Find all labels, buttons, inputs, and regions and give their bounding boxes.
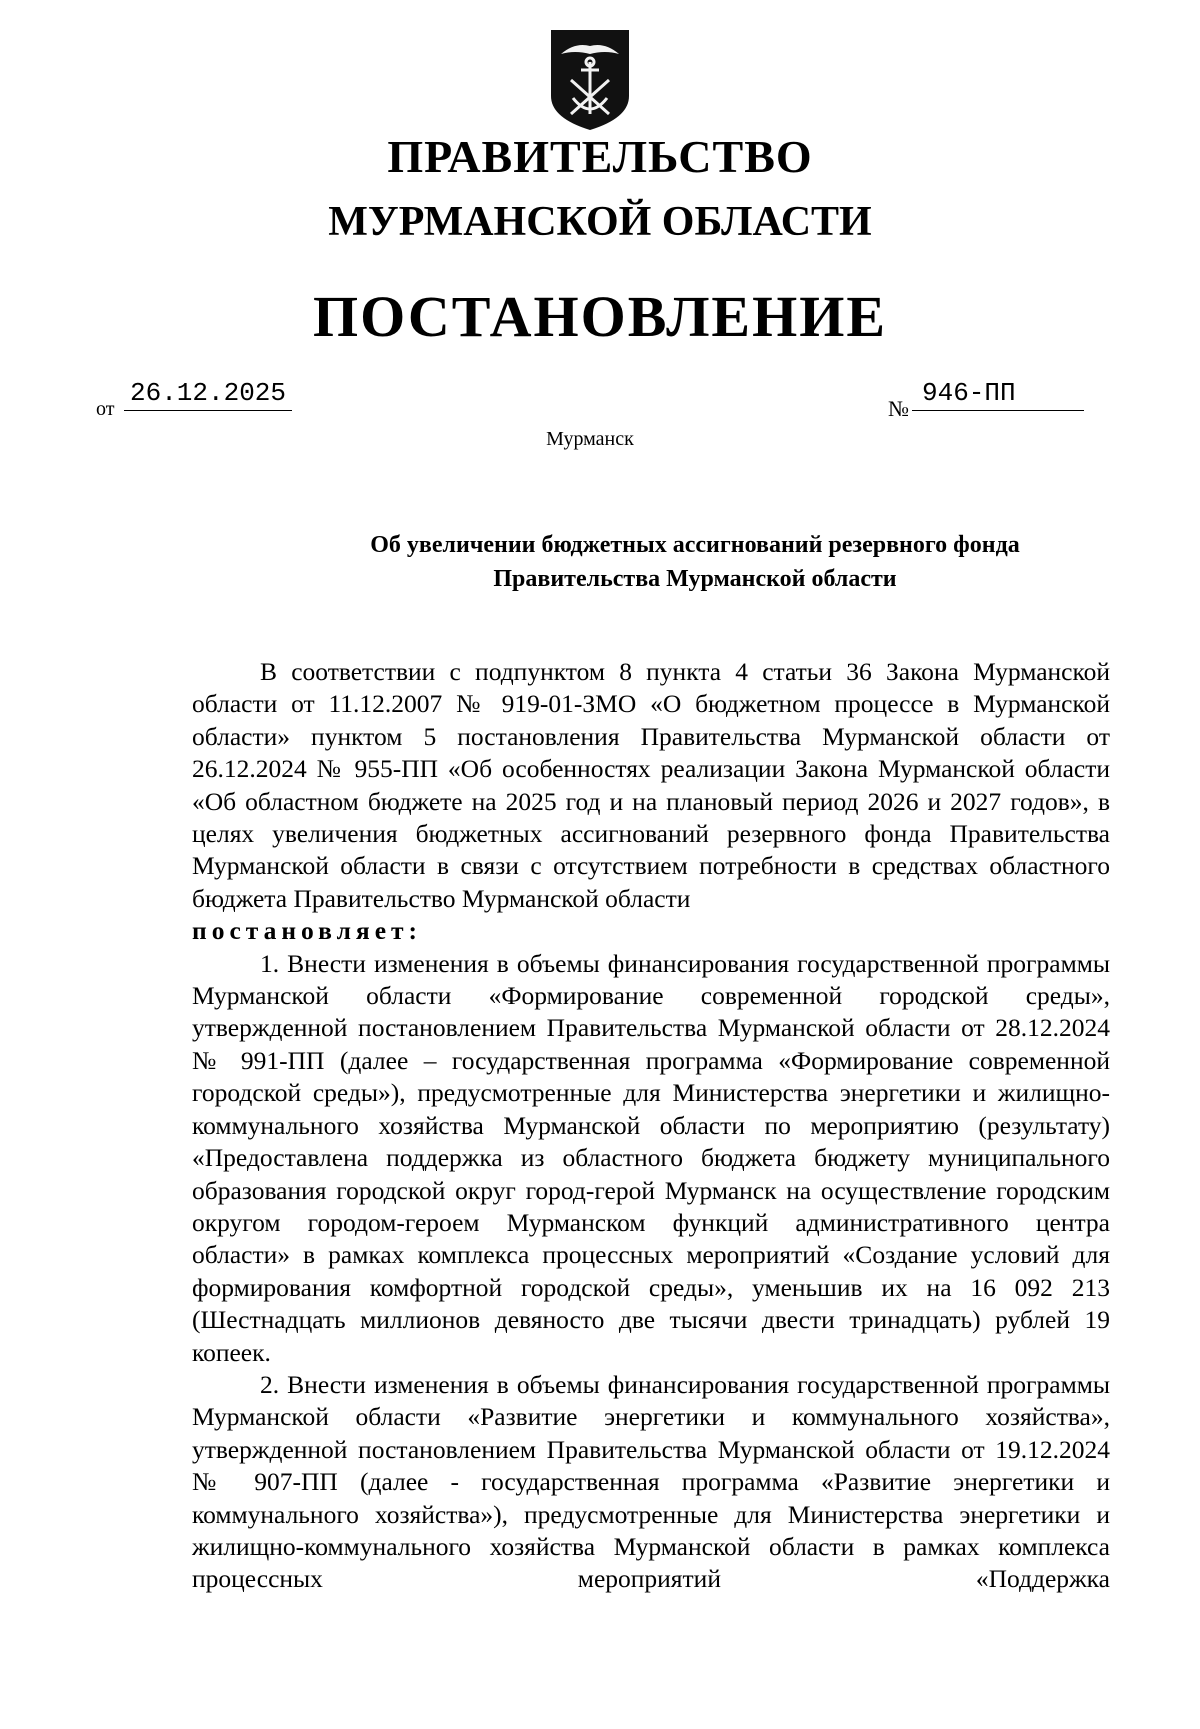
resolves-word: постановляет: bbox=[192, 916, 423, 946]
preamble-paragraph bbox=[192, 656, 1110, 915]
document-body bbox=[192, 656, 1110, 1596]
city-name: Мурманск bbox=[546, 428, 634, 450]
document-subject bbox=[300, 528, 1090, 596]
subject-line-2: Правительства Мурманской области bbox=[493, 566, 897, 592]
resolves-paragraph bbox=[192, 915, 1110, 947]
coat-of-arms-emblem bbox=[549, 28, 631, 132]
subject-line-1: Об увеличении бюджетных ассигнований резервного фонда bbox=[370, 532, 1020, 558]
government-title: ПРАВИТЕЛЬСТВО bbox=[387, 131, 813, 182]
date-prefix: от bbox=[96, 398, 115, 420]
region-title: МУРМАНСКОЙ ОБЛАСТИ bbox=[328, 199, 872, 245]
document-date: 26.12.2025 bbox=[129, 378, 287, 408]
document-type: ПОСТАНОВЛЕНИЕ bbox=[312, 284, 888, 349]
date-underline bbox=[124, 410, 292, 411]
preamble-text: В соответствии с подпунктом 8 пункта 4 статьи 36 Закона Мурманской области от 11.12.2007 № 919-01-ЗМО «О бюджетном процессе в Мурманской области» пунктом 5 постановления Правительства Мурманской области от 26.12.2024 № 955-ПП «Об особенностях реализации Закона Мурманской области «Об областном бюджете на 2025 год и на плановый период 2026 и 2027 годов», в целях увеличения бюджетных ассигнований резервного фонда Правительства Мурманской области в связи с отсутствием потребности в средствах областного бюджета Правительство Мурманской области bbox=[192, 657, 1110, 913]
number-underline bbox=[912, 410, 1084, 411]
date-number-line bbox=[0, 378, 1200, 421]
number-prefix: № bbox=[888, 396, 909, 421]
item-1-paragraph: 1. Внести изменения в объемы финансирования государственной программы Мурманской области «Формирование современной городской среды», утвержденной постановлением Правительства Мурманской области от 28.12.2024 № 991-ПП (далее – государственная программа «Формирование современной городской среды»), предусмотренные для Министерства энергетики и жилищно-коммунального хозяйства Мурманской области по мероприятию (результату) «Предоставлена поддержка из областного бюджета бюджету муниципального образования городской округ город-герой Мурманск на осуществление городским округом городом-героем Мурманском функций административного центра области» в рамках комплекса процессных мероприятий «Создание условий для формирования комфортной городской среды», уменьшив их на 16 092 213 (Шестнадцать миллионов девяносто две тысячи двести тринадцать) рублей 19 копеек. bbox=[192, 948, 1110, 1367]
document-number: 946-ПП bbox=[922, 378, 1016, 408]
item-2-paragraph: 2. Внести изменения в объемы финансирования государственной программы Мурманской области «Развитие энергетики и коммунального хозяйства», утвержденной постановлением Правительства Мурманской области от 19.12.2024 № 907-ПП (далее - государственная программа «Развитие энергетики и коммунального хозяйства»), предусмотренные для Министерства энергетики и жилищно-коммунального хозяйства Мурманской области в рамках комплекса процессных мероприятий «Поддержка bbox=[192, 1369, 1110, 1594]
